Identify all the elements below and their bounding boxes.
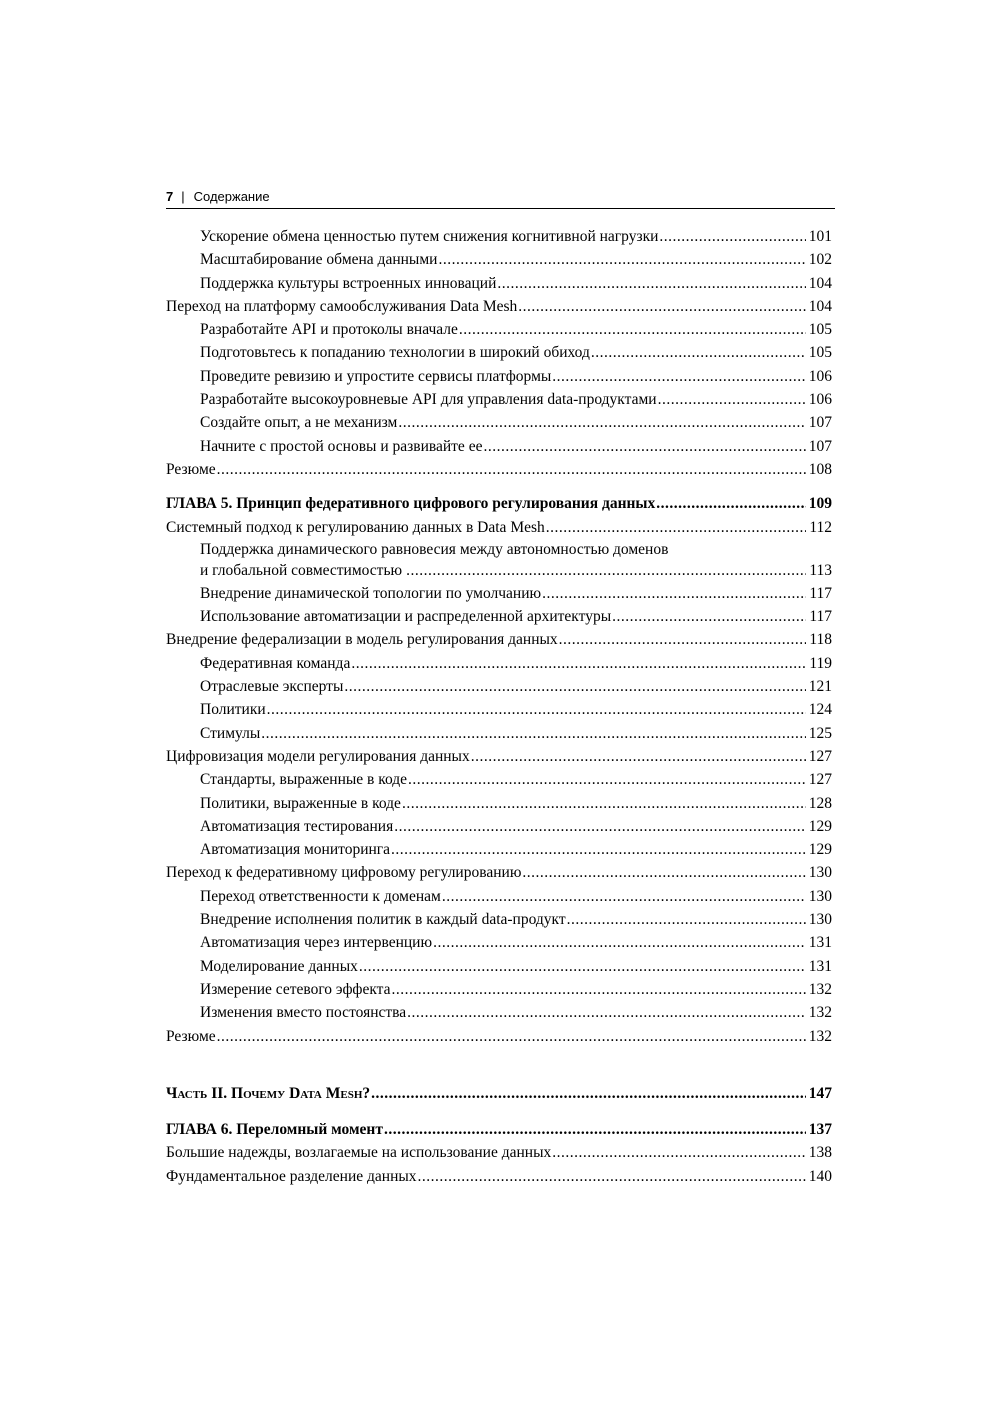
toc-entry[interactable] xyxy=(166,652,832,675)
toc-page-number: 107 xyxy=(808,437,832,455)
toc-entry[interactable] xyxy=(166,955,832,978)
toc-leader-dots xyxy=(359,955,806,978)
toc-page-number: 102 xyxy=(808,251,832,269)
toc-leader-dots xyxy=(398,411,805,434)
toc-leader-dots xyxy=(371,1082,806,1105)
toc-entry[interactable] xyxy=(166,272,832,295)
toc-entry-title: Внедрение федерализации в модель регулирования данных xyxy=(166,631,558,649)
toc-block-chapter5-b xyxy=(166,582,832,1048)
running-header xyxy=(166,189,835,207)
toc-page-number: 140 xyxy=(808,1167,832,1185)
toc-entry-title: Подготовьтесь к попаданию технологии в широкий обиход xyxy=(200,344,590,362)
toc-page-number: 108 xyxy=(808,460,832,478)
toc-entry[interactable] xyxy=(166,792,832,815)
toc-entry[interactable] xyxy=(166,388,832,411)
toc-entry-title: Автоматизация тестирования xyxy=(200,817,394,835)
toc-page-number: 106 xyxy=(808,367,832,385)
toc-entry-title: Большие надежды, возлагаемые на использование данных xyxy=(166,1144,552,1162)
toc-entry-title: Переход на платформу самообслуживания Data Mesh xyxy=(166,297,518,315)
toc-entry[interactable] xyxy=(166,768,832,791)
toc-page-number: 132 xyxy=(808,1004,832,1022)
toc-page-number: 109 xyxy=(808,495,832,513)
toc-page-number: 121 xyxy=(808,678,832,696)
toc-entry[interactable] xyxy=(166,582,832,605)
toc-leader-dots xyxy=(438,248,805,271)
toc-entry-title: Стимулы xyxy=(200,724,261,742)
toc-entry-title: Разработайте API и протоколы вначале xyxy=(200,321,458,339)
toc-leader-dots xyxy=(391,838,806,861)
toc-entry-title: Отраслевые эксперты xyxy=(200,678,344,696)
toc-page-number: 125 xyxy=(808,724,832,742)
toc-entry[interactable] xyxy=(166,1001,832,1024)
toc-entry-title: Переход к федеративному цифровому регулированию xyxy=(166,864,522,882)
toc-leader-dots xyxy=(406,560,806,582)
toc-leader-dots xyxy=(559,628,807,651)
toc-entry[interactable] xyxy=(166,365,832,388)
toc-block-chapter6 xyxy=(166,1141,832,1188)
toc-page-number: 112 xyxy=(809,518,832,536)
toc-page-number: 104 xyxy=(808,297,832,315)
toc-leader-dots xyxy=(442,885,806,908)
toc-page-number: 119 xyxy=(809,654,832,672)
toc-entry[interactable] xyxy=(166,458,832,481)
toc-page-number: 104 xyxy=(808,274,832,292)
toc-page-number: 129 xyxy=(808,841,832,859)
toc-entry[interactable] xyxy=(166,698,832,721)
toc-entry-title: Разработайте высокоуровневые API для управления data-продуктами xyxy=(200,391,657,409)
toc-leader-dots xyxy=(546,516,807,539)
toc-page-number: 128 xyxy=(808,794,832,812)
toc-entry-title: Создайте опыт, а не механизм xyxy=(200,414,398,432)
toc-page-number: 130 xyxy=(808,911,832,929)
toc-leader-dots xyxy=(483,435,805,458)
toc-entry-title: Начните с простой основы и развивайте ее xyxy=(200,437,483,455)
toc-entry-title: Использование автоматизации и распределенной архитектуры xyxy=(200,608,612,626)
toc-entry-multiline[interactable] xyxy=(166,539,832,582)
toc-leader-dots xyxy=(418,1165,806,1188)
toc-entry-title: Ускорение обмена ценностью путем снижения когнитивной нагрузки xyxy=(200,228,659,245)
toc-entry-title: Измерение сетевого эффекта xyxy=(200,980,391,998)
toc-entry[interactable] xyxy=(166,722,832,745)
toc-page-number: 137 xyxy=(808,1121,832,1139)
toc-leader-dots xyxy=(407,1001,806,1024)
toc-entry[interactable] xyxy=(166,815,832,838)
toc-entry-title: Автоматизация мониторинга xyxy=(200,841,391,859)
toc-entry-title: Внедрение динамической топологии по умолчанию xyxy=(200,584,542,602)
toc-page-number: 129 xyxy=(808,817,832,835)
page-number: 7 xyxy=(166,189,174,204)
toc-entry[interactable] xyxy=(166,861,832,884)
toc-leader-dots xyxy=(542,582,806,605)
toc-chapter-5[interactable] xyxy=(166,492,832,515)
toc-entry-title: ГЛАВА 6. Переломный момент xyxy=(166,1121,383,1139)
toc-entry[interactable] xyxy=(166,341,832,364)
toc-leader-dots xyxy=(267,698,806,721)
toc-entry[interactable] xyxy=(166,908,832,931)
toc-entry[interactable] xyxy=(166,605,832,628)
toc-leader-dots xyxy=(402,792,806,815)
toc-entry-title: Политики xyxy=(200,701,266,719)
toc-entry-title: Фундаментальное разделение данных xyxy=(166,1167,417,1185)
running-title: Содержание xyxy=(193,189,270,204)
table-of-contents xyxy=(166,225,832,1188)
toc-page-number: 105 xyxy=(808,321,832,339)
toc-page-number: 132 xyxy=(808,980,832,998)
toc-entry[interactable] xyxy=(166,318,832,341)
toc-entry-title: Внедрение исполнения политик в каждый data-продукт xyxy=(200,911,566,929)
toc-leader-dots xyxy=(217,458,806,481)
toc-leader-dots xyxy=(394,815,806,838)
toc-page-number: 131 xyxy=(808,934,832,952)
toc-entry[interactable] xyxy=(166,628,832,651)
toc-entry-title: ГЛАВА 5. Принцип федеративного цифрового регулирования данных xyxy=(166,495,656,513)
toc-entry[interactable] xyxy=(166,1165,832,1188)
toc-entry-title: Стандарты, выраженные в коде xyxy=(200,771,408,789)
toc-leader-dots xyxy=(612,605,806,628)
toc-page-number: 127 xyxy=(808,747,832,765)
toc-leader-dots xyxy=(344,675,805,698)
toc-entry-title: Поддержка культуры встроенных инноваций xyxy=(200,274,497,292)
toc-page-number: 147 xyxy=(808,1084,832,1102)
toc-leader-dots xyxy=(384,1118,806,1141)
toc-entry[interactable] xyxy=(166,675,832,698)
toc-page-number: 130 xyxy=(808,864,832,882)
toc-leader-dots xyxy=(518,295,805,318)
toc-entry[interactable] xyxy=(166,248,832,271)
toc-page-number: 118 xyxy=(809,631,832,649)
toc-entry[interactable] xyxy=(166,435,832,458)
toc-entry-title: Автоматизация через интервенцию xyxy=(200,934,433,952)
toc-entry[interactable] xyxy=(166,1141,832,1164)
toc-entry[interactable] xyxy=(166,978,832,1001)
toc-leader-dots xyxy=(497,272,805,295)
toc-block-chapter4-tail xyxy=(166,225,832,481)
toc-entry[interactable] xyxy=(166,931,832,954)
toc-page-number: 127 xyxy=(808,771,832,789)
toc-entry[interactable] xyxy=(166,1025,832,1048)
toc-entry[interactable] xyxy=(166,885,832,908)
toc-leader-dots xyxy=(261,722,806,745)
toc-leader-dots xyxy=(471,745,806,768)
toc-entry[interactable] xyxy=(166,838,832,861)
toc-entry-title: Федеративная команда xyxy=(200,654,351,672)
toc-entry-title: Часть II. Почему Data Mesh? xyxy=(166,1084,371,1102)
toc-leader-dots xyxy=(433,931,806,954)
toc-leader-dots xyxy=(351,652,806,675)
toc-entry[interactable] xyxy=(166,516,832,539)
toc-leader-dots xyxy=(217,1025,806,1048)
toc-leader-dots xyxy=(658,388,806,411)
toc-entry[interactable] xyxy=(166,225,832,248)
header-rule xyxy=(166,208,835,209)
toc-entry[interactable] xyxy=(166,745,832,768)
toc-leader-dots xyxy=(552,365,805,388)
toc-page-number: 117 xyxy=(809,608,832,626)
toc-page-number: 106 xyxy=(808,391,832,409)
toc-page-number: 138 xyxy=(808,1144,832,1162)
toc-leader-dots xyxy=(522,861,805,884)
toc-leader-dots xyxy=(656,492,805,515)
toc-chapter-6[interactable] xyxy=(166,1118,832,1141)
toc-entry-title: Масштабирование обмена данными xyxy=(200,251,438,269)
toc-leader-dots xyxy=(567,908,806,931)
toc-entry-title: Переход ответственности к доменам xyxy=(200,887,441,905)
toc-page-number: 117 xyxy=(809,584,832,602)
toc-entry-title: Цифровизация модели регулирования данных xyxy=(166,747,470,765)
toc-leader-dots xyxy=(459,318,806,341)
toc-part-2[interactable] xyxy=(166,1082,832,1105)
toc-entry-title: Резюме xyxy=(166,460,216,478)
toc-entry-title: Изменения вместо постоянства xyxy=(200,1004,407,1022)
toc-entry-title-line2: и глобальной совместимостью xyxy=(200,561,403,579)
toc-entry-title: Моделирование данных xyxy=(200,957,358,975)
header-separator: | xyxy=(181,189,185,204)
toc-leader-dots xyxy=(392,978,806,1001)
toc-page-number: 105 xyxy=(808,344,832,362)
toc-page-number: 132 xyxy=(808,1027,832,1045)
toc-entry[interactable] xyxy=(166,411,832,434)
toc-entry-title: Резюме xyxy=(166,1027,216,1045)
toc-leader-dots xyxy=(591,341,806,364)
toc-page-number: 113 xyxy=(809,561,832,579)
toc-leader-dots xyxy=(552,1141,806,1164)
toc-page-number: 131 xyxy=(808,957,832,975)
toc-leader-dots xyxy=(659,225,805,248)
toc-entry-title-line1: Поддержка динамического равновесия между автономностью доменов xyxy=(200,540,669,558)
toc-entry[interactable] xyxy=(166,295,832,318)
toc-entry-title: Проведите ревизию и упростите сервисы платформы xyxy=(200,367,552,385)
toc-leader-dots xyxy=(408,768,806,791)
toc-block-chapter5-a xyxy=(166,516,832,539)
toc-entry-title: Системный подход к регулированию данных в Data Mesh xyxy=(166,518,545,536)
toc-page-number: 124 xyxy=(808,701,832,719)
toc-page-number: 130 xyxy=(808,887,832,905)
toc-entry-title: Политики, выраженные в коде xyxy=(200,794,401,812)
toc-page-number: 101 xyxy=(808,228,832,245)
toc-page-number: 107 xyxy=(808,414,832,432)
